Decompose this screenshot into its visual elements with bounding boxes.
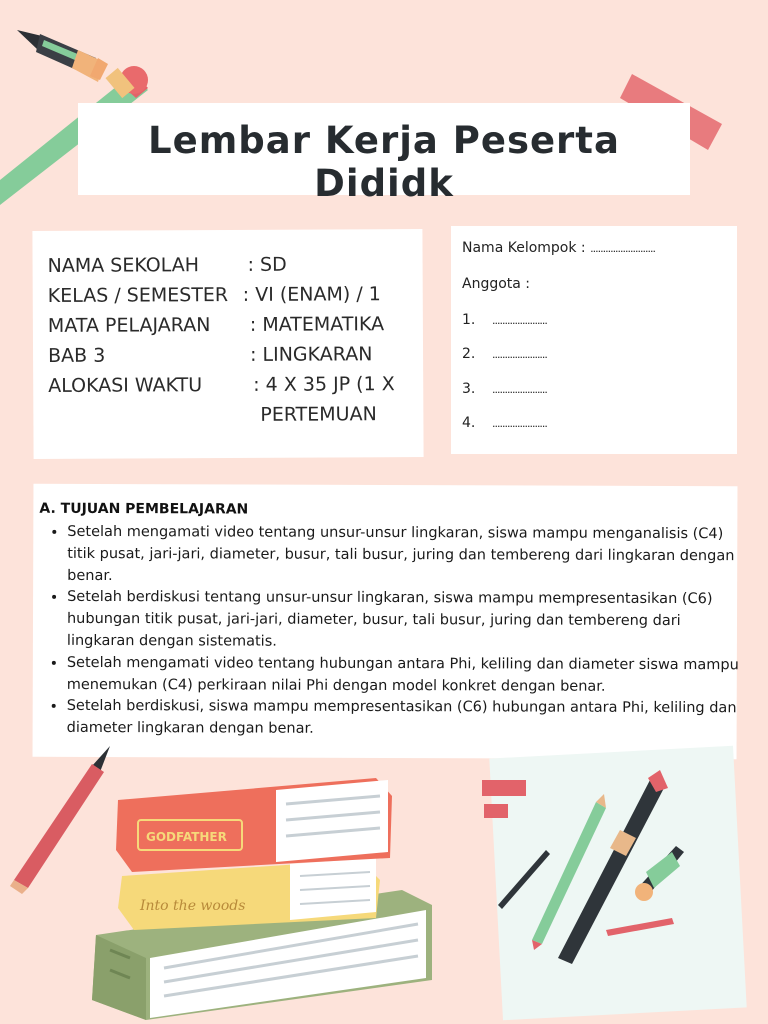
info-value: : VI (ENAM) / 1	[242, 283, 381, 306]
info-label: NAMA SEKOLAH	[47, 254, 200, 277]
objectives-heading: A. TUJUAN PEMBELAJARAN	[39, 500, 249, 518]
member-blank[interactable]: ......................	[492, 417, 547, 430]
info-value: : LINGKARAN	[249, 343, 373, 366]
info-label: BAB 3	[48, 344, 106, 367]
info-label: KELAS / SEMESTER	[47, 283, 229, 307]
member-number: 1.	[462, 312, 476, 328]
red-stick-illustration	[606, 918, 674, 936]
member-number: 4.	[462, 415, 476, 431]
red-tape-illustration	[482, 780, 526, 818]
black-pencil-illustration	[498, 850, 550, 909]
info-value: : SD	[247, 253, 287, 276]
info-time-continuation: PERTEMUAN	[260, 403, 377, 426]
red-book	[116, 778, 392, 872]
group-name-blank[interactable]: ..........................	[590, 242, 656, 255]
top-book-title: GODFATHER	[146, 830, 227, 844]
objective-item: • Setelah berdiskusi tentang unsur-unsur lingkaran, siswa mampu mempresentasikan (C6) hubungan titik pusat, jari-jari, diameter, busur, tali busur, juring dan tembereng dari lingkaran dengan sistematis.	[67, 587, 747, 655]
middle-book-title: Into the woods	[140, 898, 246, 914]
objective-item: • Setelah berdiskusi, siswa mampu mempresentasikan (C6) hubungan antara Phi, keliling dan diameter lingkaran dengan benar.	[67, 696, 747, 742]
objective-item: • Setelah mengamati video tentang unsur-unsur lingkaran, siswa mampu menganalisis (C4) titik pusat, jari-jari, diameter, busur, tali busur, juring dan tembereng dari lingkaran dengan benar.	[67, 522, 747, 590]
page-title: Lembar Kerja Peserta Dididk	[148, 119, 620, 205]
short-pencil-illustration	[635, 846, 684, 901]
members-label: Anggota :	[462, 276, 531, 292]
member-blank[interactable]: ......................	[492, 348, 547, 361]
info-label: MATA PELAJARAN	[47, 314, 211, 337]
member-blank[interactable]: ......................	[492, 314, 547, 327]
info-label: ALOKASI WAKTU	[48, 374, 203, 397]
member-number: 2.	[462, 346, 476, 362]
objective-item: • Setelah mengamati video tentang hubungan antara Phi, keliling dan diameter siswa mampu menemukan (C4) perkiraan nilai Phi dengan model konkret dengan benar.	[67, 653, 747, 699]
book-stack-illustration	[92, 778, 432, 1020]
green-pencil-paper-illustration	[532, 794, 606, 950]
red-pencil-illustration	[10, 746, 110, 894]
info-value: : 4 X 35 JP (1 X	[253, 373, 395, 396]
info-value: : MATEMATIKA	[249, 313, 385, 336]
member-number: 3.	[462, 381, 476, 397]
group-name-label: Nama Kelompok :	[462, 240, 586, 256]
member-blank[interactable]: ......................	[492, 383, 547, 396]
